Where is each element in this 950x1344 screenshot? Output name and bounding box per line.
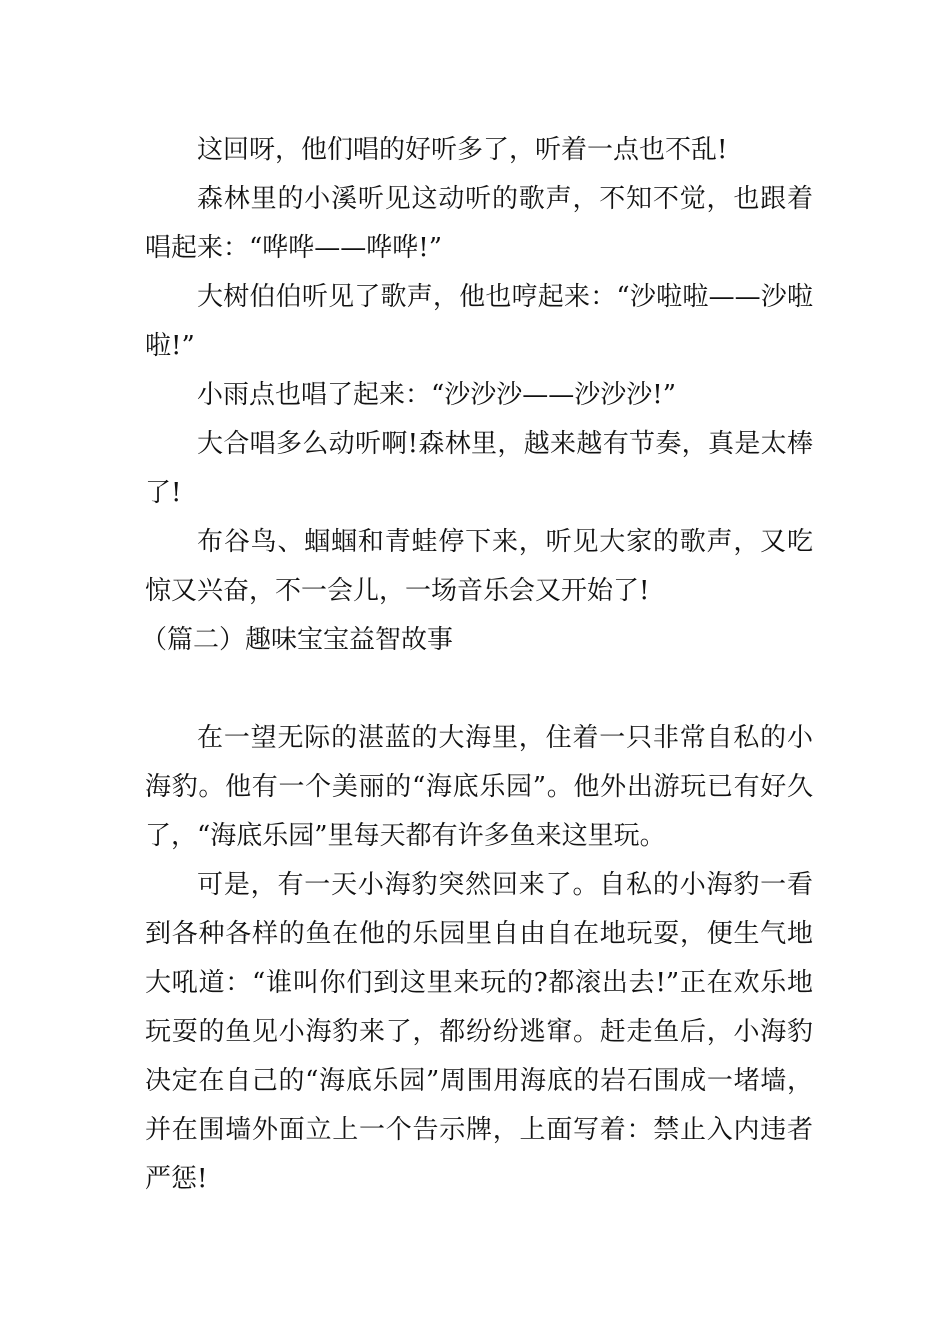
paragraph: 大合唱多么动听啊!森林里，越来越有节奏，真是太棒了! — [145, 429, 813, 508]
paragraph: 森林里的小溪听见这动听的歌声，不知不觉，也跟着唱起来：“哗哗——哗哗!” — [145, 184, 813, 263]
paragraph: 可是，有一天小海豹突然回来了。自私的小海豹一看到各种各样的鱼在他的乐园里自由自在地玩耍，便生气地大吼道：“谁叫你们到这里来玩的?都滚出去!”正在欢乐地玩耍的鱼见小海豹来了，都纷纷逃窜。赶走鱼后，小海豹决定在自己的“海底乐园”周围用海底的岩石围成一堵墙，并在围墙外面立上一个告示牌，上面写着：禁止入内违者严惩! — [145, 870, 813, 1194]
document-body — [141, 126, 813, 1204]
paragraph: 在一望无际的湛蓝的大海里，住着一只非常自私的小海豹。他有一个美丽的“海底乐园”。他外出游玩已有好久了，“海底乐园”里每天都有许多鱼来这里玩。 — [145, 723, 813, 851]
paragraph: 这回呀，他们唱的好听多了，听着一点也不乱! — [197, 135, 728, 165]
paragraph: 小雨点也唱了起来：“沙沙沙——沙沙沙!” — [197, 380, 677, 410]
paragraph: 大树伯伯听见了歌声，他也哼起来：“沙啦啦——沙啦啦!” — [145, 282, 813, 361]
section-spacer — [145, 665, 813, 714]
paragraph: 布谷鸟、蝈蝈和青蛙停下来，听见大家的歌声，又吃惊又兴奋，不一会儿，一场音乐会又开始了! — [145, 527, 813, 606]
section-heading: （篇二）趣味宝宝益智故事 — [141, 625, 454, 655]
